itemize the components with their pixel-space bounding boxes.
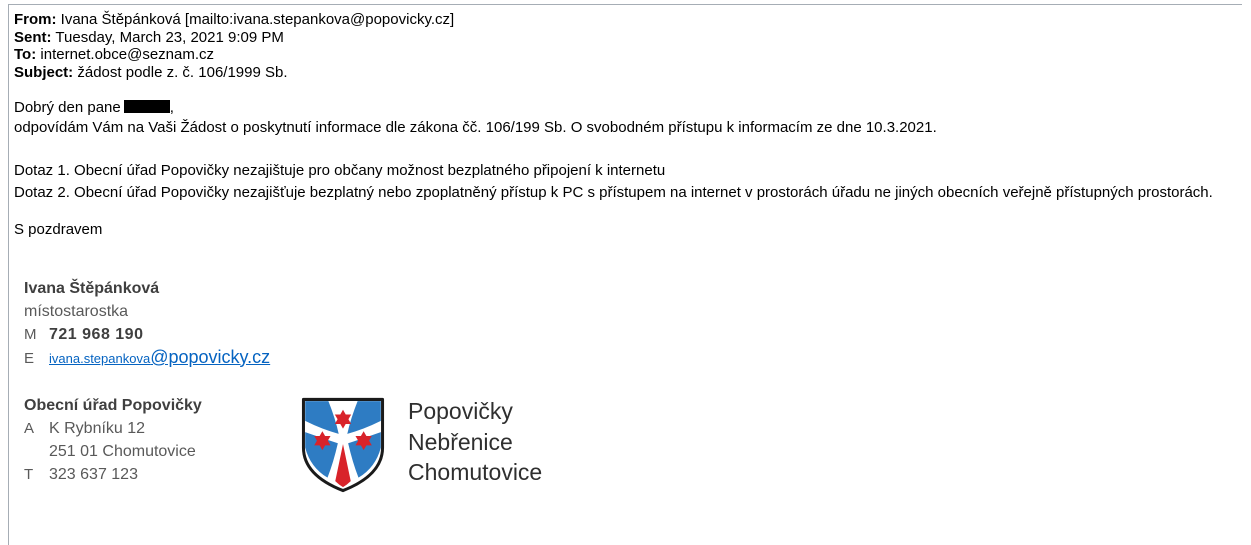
answer-1: Dotaz 1. Obecní úřad Popovičky nezajištuje pro občany možnost bezplatného připojení k internetu <box>14 162 666 179</box>
signature-person <box>24 277 1233 370</box>
email-header <box>14 11 1233 81</box>
header-to-line <box>14 46 1233 64</box>
header-subject-line <box>14 64 1233 82</box>
mobile-row <box>24 323 1233 346</box>
from-label: From: <box>14 11 57 28</box>
village-name-1: Popovičky <box>408 398 513 424</box>
phone-row <box>24 463 300 486</box>
signature-title: místostarostka <box>24 303 129 320</box>
subject-label: Subject: <box>14 63 74 81</box>
header-from-line <box>14 11 1233 29</box>
village-name-2: Nebřenice <box>408 428 513 455</box>
email-content <box>14 0 1233 494</box>
coat-of-arms-icon <box>300 396 386 494</box>
email-link-user[interactable]: ivana.stepankova <box>49 351 151 366</box>
logo-village-names <box>408 396 542 488</box>
email-label: E <box>24 350 35 367</box>
village-name-3: Chomutovice <box>408 459 543 485</box>
address-line-1: K Rybníku 12 <box>49 420 146 437</box>
office-block <box>24 394 300 486</box>
closing-line: S pozdravem <box>14 221 103 238</box>
address-lines <box>49 417 196 463</box>
header-sent-line <box>14 29 1233 47</box>
greeting-text: Dobrý den pane <box>14 99 121 116</box>
mobile-label: M <box>24 326 37 343</box>
answer-2: Dotaz 2. Obecní úřad Popovičky nezajišťuje bezplatný nebo zpoplatněný přístup k PC s přístupem na internet v prostorách úřadu ne jiných obecních veřejně přístupných prostorách. <box>14 184 1213 201</box>
subject-value: žádost podle z. č. 106/1999 Sb. <box>77 63 288 81</box>
address-line-2: 251 01 Chomutovice <box>49 443 196 460</box>
from-value: Ivana Štěpánková [mailto:ivana.stepankova@popovicky.cz] <box>60 11 455 28</box>
signature-name: Ivana Štěpánková <box>24 280 160 297</box>
to-label: To: <box>14 46 37 63</box>
greeting-block <box>14 98 1233 138</box>
intro-line: odpovídám Vám na Vaši Žádost o poskytnutí informace dle zákona čč. 106/199 Sb. O svobodném přístupu k informacím ze dne 10.3.2021. <box>14 119 937 136</box>
phone-label: T <box>24 466 34 483</box>
mobile-number: 721 968 190 <box>49 326 144 343</box>
email-row <box>24 346 1233 370</box>
sent-label: Sent: <box>14 28 52 46</box>
to-value: internet.obce@seznam.cz <box>40 46 215 63</box>
email-link[interactable] <box>49 346 270 370</box>
address-row <box>24 417 300 463</box>
address-label: A <box>24 420 35 437</box>
office-signature-row <box>14 394 1233 494</box>
greeting-line <box>14 98 1233 118</box>
office-name: Obecní úřad Popovičky <box>24 397 202 414</box>
redacted-name <box>124 100 170 113</box>
sent-value: Tuesday, March 23, 2021 9:09 PM <box>55 28 284 46</box>
answers-block <box>14 160 1233 204</box>
greeting-comma: , <box>169 99 174 116</box>
email-link-domain[interactable]: @popovicky.cz <box>150 347 271 367</box>
phone-number: 323 637 123 <box>49 466 138 483</box>
